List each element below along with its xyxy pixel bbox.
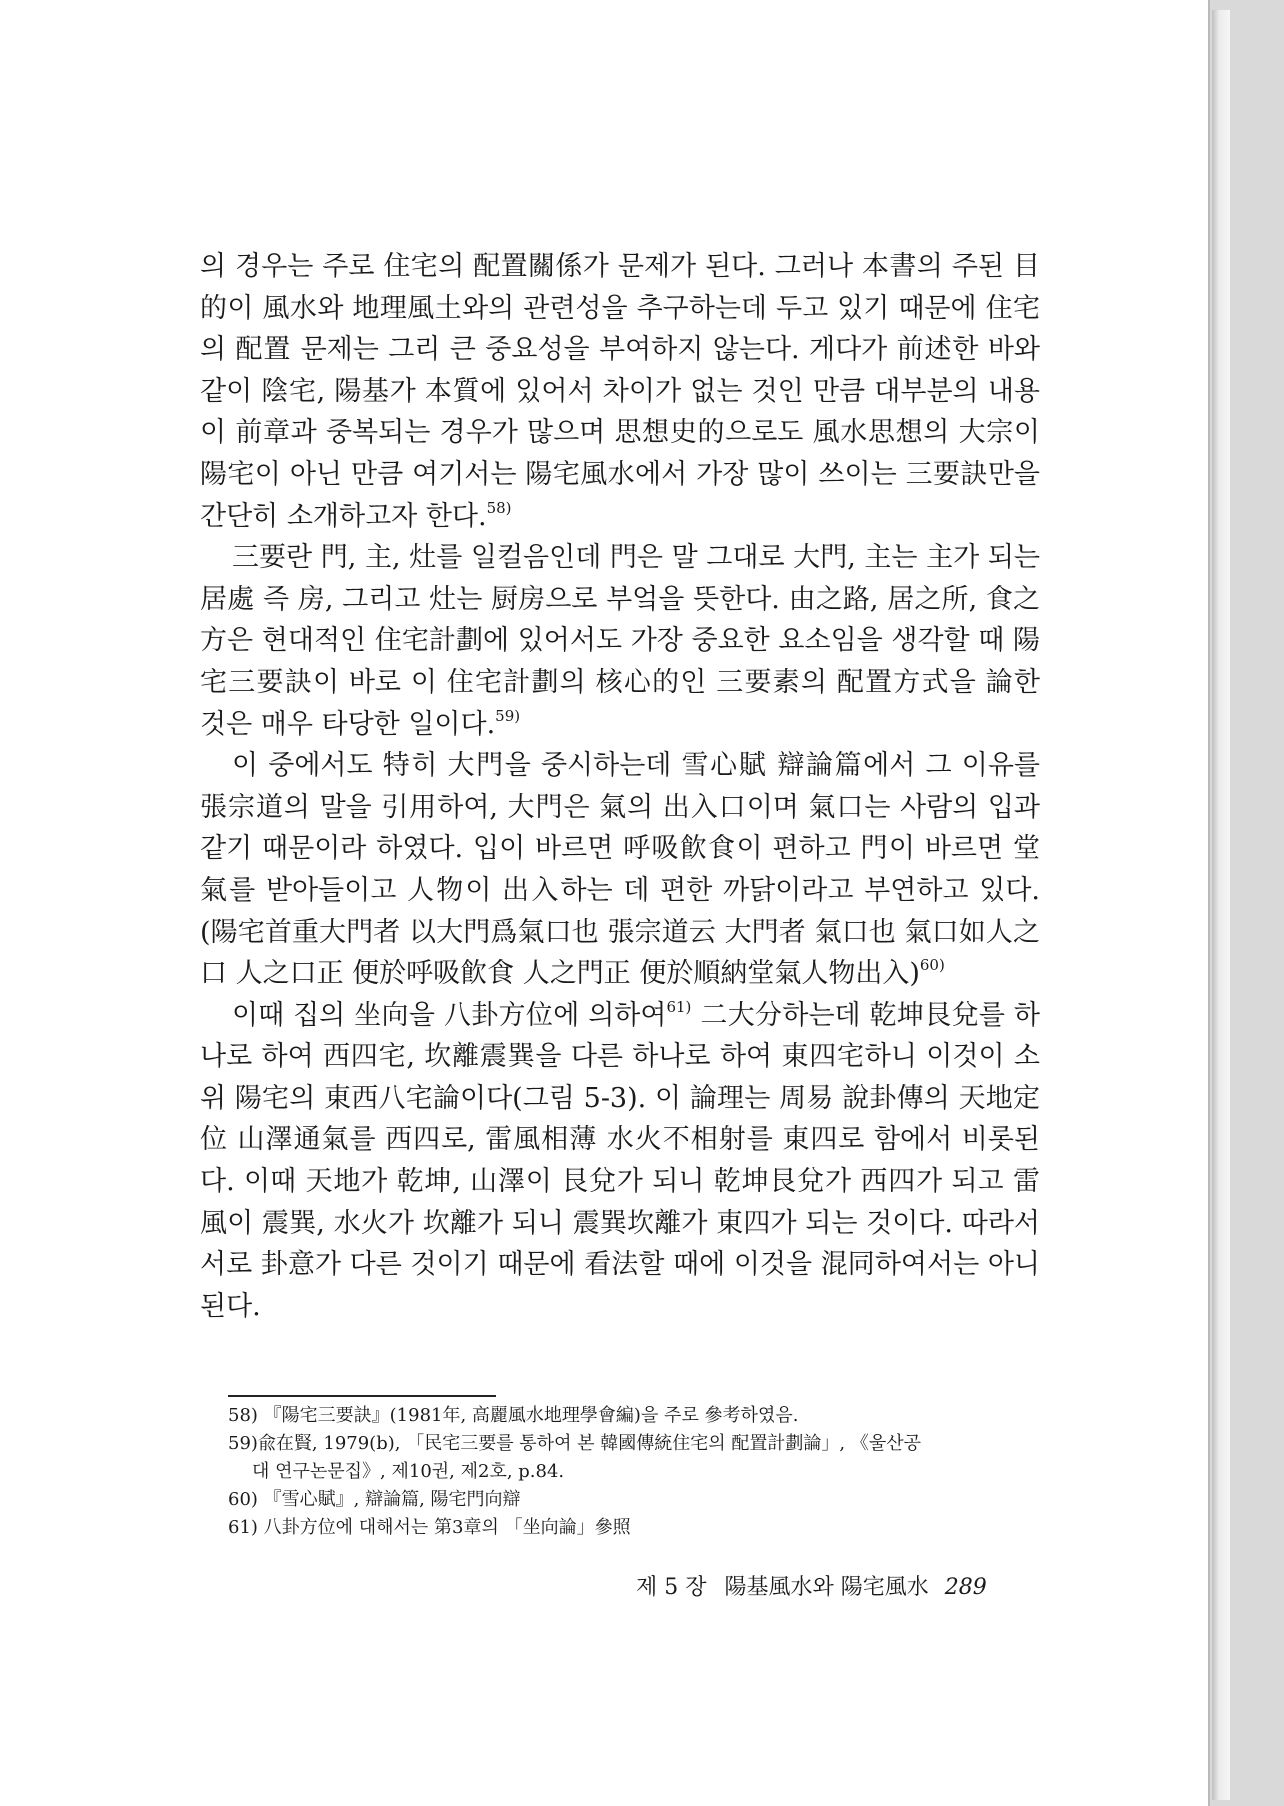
- paragraph-4: 이때 집의 坐向을 八卦方位에 의하여$^{61)}$ 二大分하는데 乾坤艮兌를 하나로 하여 西四宅, 坎離震巽을 다른 하나로 하여 東四宅하니 이것이 소위 陽宅의 東西八宅論이다(그림 5-3). 이 論理는 周易 說卦傳의 天地定位 山澤通氣를 西四로, 雷風相薄 水火不相射를 東四로 함에서 비롯된다. 이때 天地가 乾坤, 山澤이 艮兌가 되니 乾坤艮兌가 西四가 되고 雷風이 震巽, 水火가 坎離가 되니 震巽坎離가 東四가 되는 것이다. 따라서 서로 卦意가 다른 것이기 때문에 看法할 때에 이것을 混同하여서는 아니된다.: [200, 997, 1040, 1322]
- footnote-ref-59: 59): [495, 706, 521, 725]
- footnote-ref-61: 61): [666, 997, 692, 1016]
- footnote-61: 61) 八卦方位에 대해서는 第3章의 「坐向論」參照: [228, 1517, 631, 1538]
- paragraph-3: 이 중에서도 特히 大門을 중시하는데 雪心賦 辯論篇에서 그 이유를 張宗道의 말을 引用하여, 大門은 氣의 出入口이며 氣口는 사람의 입과 같기 때문이라 하였다. 입이 바르면 呼吸飮食이 편하고 門이 바르면 堂氣를 받아들이고 人物이 出入하는 데 편한 까닭이라고 부연하고 있다. (陽宅首重大門者 以大門爲氣口也 張宗道云 大門者 氣口也 氣口如人之口 人之口正 便於呼吸飮食 人之門正 便於順納堂氣人物出入)$^{60)}$: [200, 750, 1040, 990]
- page-number: 289: [944, 1575, 987, 1600]
- paragraph-1: 의 경우는 주로 住宅의 配置關係가 문제가 된다. 그러나 本書의 주된 目的이 風水와 地理風土와의 관련성을 추구하는데 두고 있기 때문에 住宅의 配置 문제는 그리 큰 중요성을 부여하지 않는다. 게다가 前述한 바와 같이 陰宅, 陽基가 本質에 있어서 차이가 없는 것인 만큼 대부분의 내용이 前章과 중복되는 경우가 많으며 思想史的으로도 風水思想의 大宗이 陽宅이 아닌 만큼 여기서는 陽宅風水에서 가장 많이 쓰이는 三要訣만을 간단히 소개하고자 한다.$^{58)}$: [200, 251, 1040, 532]
- footnote-58: 58) 『陽宅三要訣』(1981年, 高麗風水地理學會編)을 주로 參考하였음.: [228, 1405, 799, 1426]
- chapter-title: 陽基風水와 陽宅風水: [724, 1575, 929, 1600]
- footnote-rule: [228, 1395, 496, 1397]
- paragraph-2: 三要란 門, 主, 灶를 일컬음인데 門은 말 그대로 大門, 主는 主가 되는 居處 즉 房, 그리고 灶는 厨房으로 부엌을 뜻한다. 由之路, 居之所, 食之方은 현대적인 住宅計劃에 있어서도 가장 중요한 요소임을 생각할 때 陽宅三要訣이 바로 이 住宅計劃의 核心的인 三要素의 配置方式을 論한 것은 매우 타당한 일이다.$^{59)}$: [200, 542, 1040, 740]
- footnote-59-continued: 대 연구논문집》, 제10권, 제2호, p.84.: [252, 1461, 565, 1482]
- footnote-ref-58: 58): [486, 498, 512, 517]
- body-text: [200, 246, 1040, 1327]
- chapter-label: 제 5 장: [636, 1575, 707, 1600]
- page-edge: [1212, 10, 1230, 1800]
- footnote-ref-60: 60): [919, 956, 945, 975]
- footnote-59: 59)兪在賢, 1979(b), 「民宅三要를 통하여 본 韓國傳統住宅의 配置計劃論」, 《울산공: [228, 1433, 922, 1454]
- footnotes: [228, 1402, 1048, 1542]
- footnote-60: 60) 『雪心賦』, 辯論篇, 陽宅門向辯: [228, 1489, 521, 1510]
- running-footer: [636, 1570, 1046, 1601]
